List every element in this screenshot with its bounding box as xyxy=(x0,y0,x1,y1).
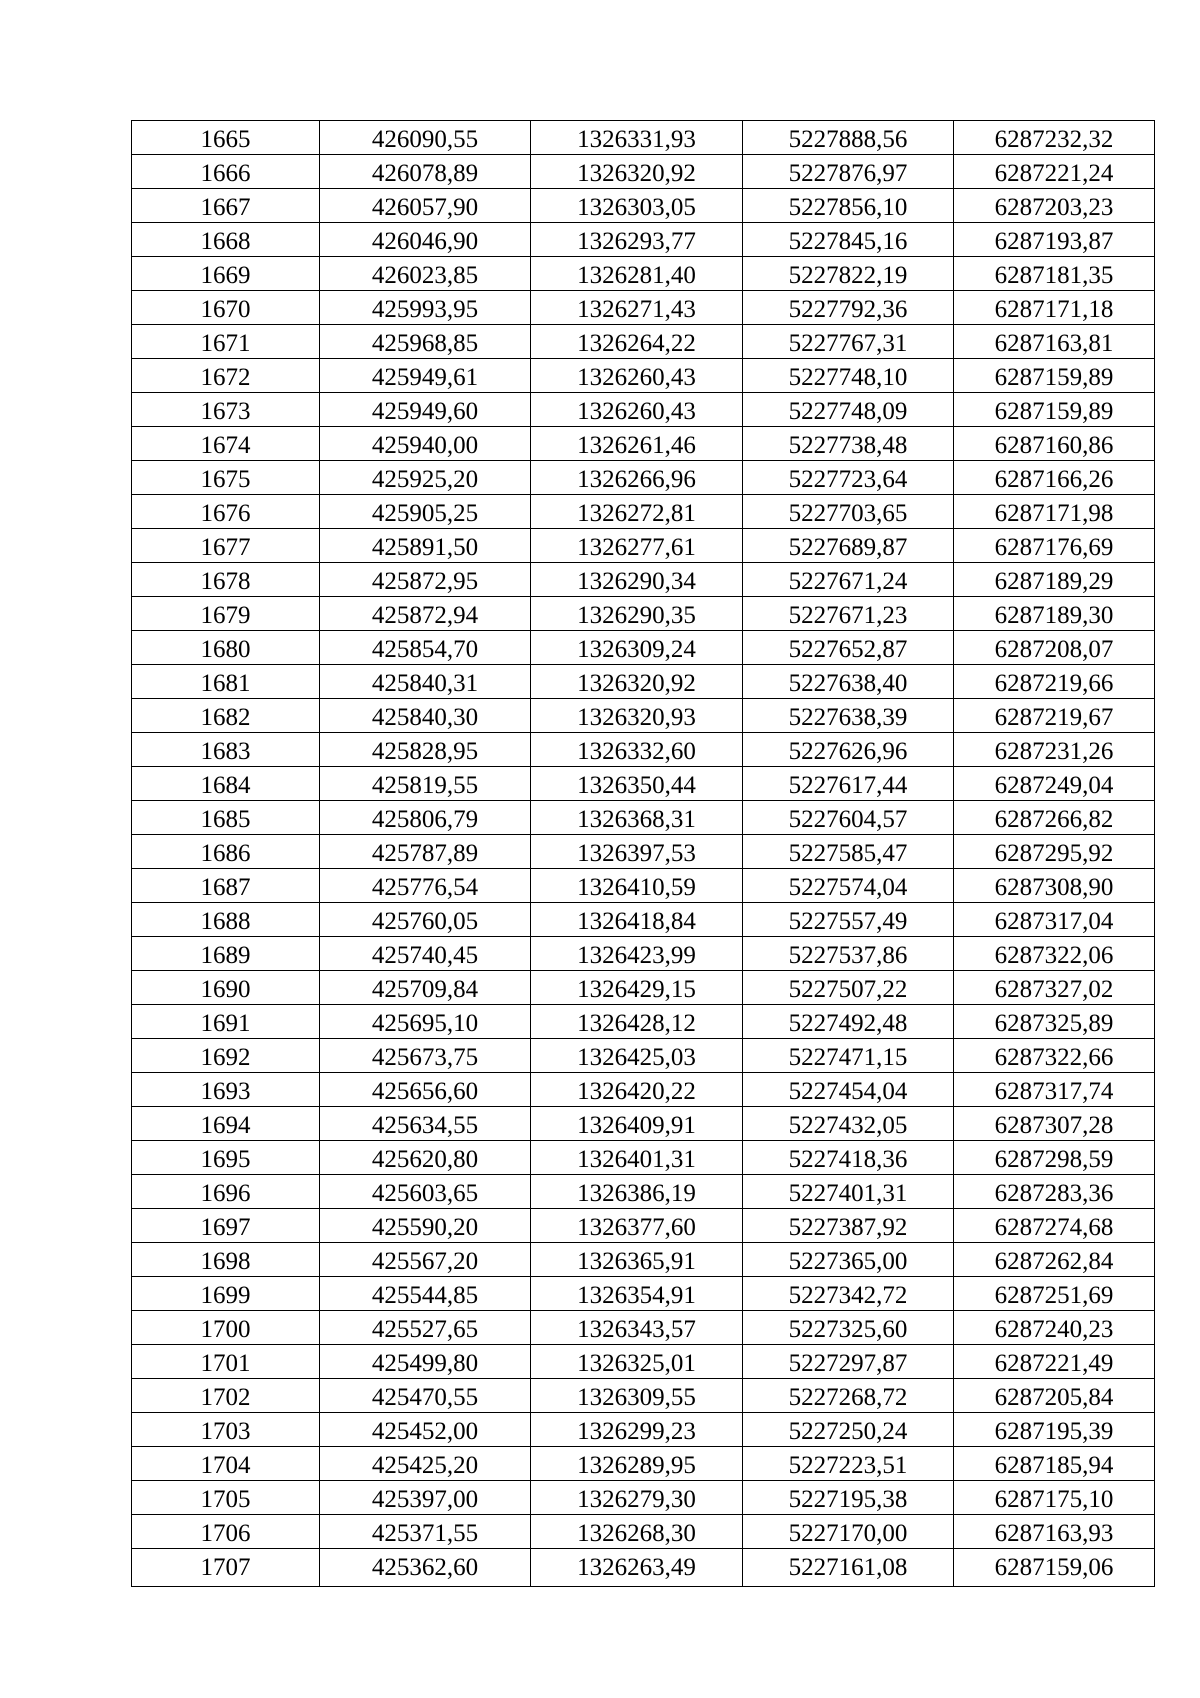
coord-value-cell-4: 6287205,84 xyxy=(954,1379,1155,1413)
coord-value-cell-1: 425819,55 xyxy=(320,767,531,801)
coord-value-cell-3: 5227574,04 xyxy=(743,869,954,903)
coord-value-cell-3: 5227671,24 xyxy=(743,563,954,597)
table-row xyxy=(132,1311,1155,1345)
point-number-cell: 1689 xyxy=(132,937,320,971)
coord-value-cell-1: 425603,65 xyxy=(320,1175,531,1209)
coord-value-cell-2: 1326320,93 xyxy=(531,699,743,733)
point-number-cell: 1669 xyxy=(132,257,320,291)
coord-value-cell-2: 1326277,61 xyxy=(531,529,743,563)
coord-value-cell-4: 6287219,66 xyxy=(954,665,1155,699)
coord-value-cell-4: 6287221,24 xyxy=(954,155,1155,189)
point-number-cell: 1677 xyxy=(132,529,320,563)
table-row xyxy=(132,1073,1155,1107)
coord-value-cell-4: 6287317,74 xyxy=(954,1073,1155,1107)
coord-value-cell-4: 6287274,68 xyxy=(954,1209,1155,1243)
coord-value-cell-2: 1326320,92 xyxy=(531,665,743,699)
coord-value-cell-4: 6287159,89 xyxy=(954,393,1155,427)
coord-value-cell-4: 6287159,89 xyxy=(954,359,1155,393)
coord-value-cell-4: 6287163,81 xyxy=(954,325,1155,359)
coord-value-cell-3: 5227387,92 xyxy=(743,1209,954,1243)
coord-value-cell-4: 6287266,82 xyxy=(954,801,1155,835)
coord-value-cell-1: 425925,20 xyxy=(320,461,531,495)
coord-value-cell-1: 425854,70 xyxy=(320,631,531,665)
table-row xyxy=(132,495,1155,529)
table-row xyxy=(132,869,1155,903)
coord-value-cell-1: 425620,80 xyxy=(320,1141,531,1175)
coord-value-cell-1: 425470,55 xyxy=(320,1379,531,1413)
coord-value-cell-1: 425695,10 xyxy=(320,1005,531,1039)
coord-value-cell-2: 1326261,46 xyxy=(531,427,743,461)
coord-value-cell-1: 425840,31 xyxy=(320,665,531,699)
table-row xyxy=(132,1175,1155,1209)
coord-value-cell-3: 5227723,64 xyxy=(743,461,954,495)
coord-value-cell-3: 5227888,56 xyxy=(743,121,954,155)
coord-value-cell-4: 6287283,36 xyxy=(954,1175,1155,1209)
coord-value-cell-2: 1326420,22 xyxy=(531,1073,743,1107)
coord-value-cell-3: 5227626,96 xyxy=(743,733,954,767)
coord-value-cell-4: 6287322,66 xyxy=(954,1039,1155,1073)
coord-value-cell-3: 5227738,48 xyxy=(743,427,954,461)
table-row xyxy=(132,1379,1155,1413)
point-number-cell: 1680 xyxy=(132,631,320,665)
coord-value-cell-4: 6287221,49 xyxy=(954,1345,1155,1379)
coord-value-cell-3: 5227454,04 xyxy=(743,1073,954,1107)
table-row xyxy=(132,1277,1155,1311)
coord-value-cell-1: 425968,85 xyxy=(320,325,531,359)
coord-value-cell-2: 1326418,84 xyxy=(531,903,743,937)
coord-value-cell-1: 425527,65 xyxy=(320,1311,531,1345)
table-row xyxy=(132,1515,1155,1549)
coord-value-cell-1: 426057,90 xyxy=(320,189,531,223)
coord-value-cell-3: 5227876,97 xyxy=(743,155,954,189)
point-number-cell: 1703 xyxy=(132,1413,320,1447)
coord-value-cell-4: 6287298,59 xyxy=(954,1141,1155,1175)
coord-value-cell-1: 425425,20 xyxy=(320,1447,531,1481)
coord-value-cell-2: 1326397,53 xyxy=(531,835,743,869)
table-row xyxy=(132,189,1155,223)
coord-value-cell-2: 1326290,35 xyxy=(531,597,743,631)
point-number-cell: 1693 xyxy=(132,1073,320,1107)
coord-value-cell-2: 1326365,91 xyxy=(531,1243,743,1277)
coord-value-cell-4: 6287208,07 xyxy=(954,631,1155,665)
point-number-cell: 1684 xyxy=(132,767,320,801)
coord-value-cell-1: 426046,90 xyxy=(320,223,531,257)
coord-value-cell-3: 5227638,39 xyxy=(743,699,954,733)
coord-value-cell-2: 1326410,59 xyxy=(531,869,743,903)
coord-value-cell-2: 1326260,43 xyxy=(531,393,743,427)
coord-value-cell-1: 426078,89 xyxy=(320,155,531,189)
coord-value-cell-4: 6287240,23 xyxy=(954,1311,1155,1345)
point-number-cell: 1706 xyxy=(132,1515,320,1549)
coord-value-cell-4: 6287166,26 xyxy=(954,461,1155,495)
point-number-cell: 1679 xyxy=(132,597,320,631)
table-row xyxy=(132,801,1155,835)
point-number-cell: 1692 xyxy=(132,1039,320,1073)
point-number-cell: 1698 xyxy=(132,1243,320,1277)
point-number-cell: 1672 xyxy=(132,359,320,393)
coord-value-cell-4: 6287295,92 xyxy=(954,835,1155,869)
coord-value-cell-2: 1326428,12 xyxy=(531,1005,743,1039)
table-row xyxy=(132,325,1155,359)
coord-value-cell-2: 1326368,31 xyxy=(531,801,743,835)
point-number-cell: 1694 xyxy=(132,1107,320,1141)
coord-value-cell-3: 5227767,31 xyxy=(743,325,954,359)
point-number-cell: 1678 xyxy=(132,563,320,597)
coord-value-cell-2: 1326350,44 xyxy=(531,767,743,801)
coord-value-cell-4: 6287325,89 xyxy=(954,1005,1155,1039)
coord-value-cell-1: 425709,84 xyxy=(320,971,531,1005)
table-row xyxy=(132,597,1155,631)
table-row xyxy=(132,665,1155,699)
coord-value-cell-1: 425840,30 xyxy=(320,699,531,733)
coord-value-cell-3: 5227471,15 xyxy=(743,1039,954,1073)
coord-value-cell-4: 6287232,32 xyxy=(954,121,1155,155)
coord-value-cell-3: 5227401,31 xyxy=(743,1175,954,1209)
coord-value-cell-3: 5227585,47 xyxy=(743,835,954,869)
point-number-cell: 1685 xyxy=(132,801,320,835)
coord-value-cell-2: 1326354,91 xyxy=(531,1277,743,1311)
coord-value-cell-2: 1326271,43 xyxy=(531,291,743,325)
coord-value-cell-4: 6287175,10 xyxy=(954,1481,1155,1515)
point-number-cell: 1699 xyxy=(132,1277,320,1311)
table-row xyxy=(132,631,1155,665)
coord-value-cell-1: 425499,80 xyxy=(320,1345,531,1379)
coord-value-cell-1: 425891,50 xyxy=(320,529,531,563)
coord-value-cell-1: 425634,55 xyxy=(320,1107,531,1141)
table-row xyxy=(132,291,1155,325)
point-number-cell: 1667 xyxy=(132,189,320,223)
coord-value-cell-2: 1326264,22 xyxy=(531,325,743,359)
coord-value-cell-3: 5227748,10 xyxy=(743,359,954,393)
coord-value-cell-4: 6287195,39 xyxy=(954,1413,1155,1447)
point-number-cell: 1671 xyxy=(132,325,320,359)
point-number-cell: 1688 xyxy=(132,903,320,937)
coord-value-cell-4: 6287327,02 xyxy=(954,971,1155,1005)
coord-value-cell-4: 6287203,23 xyxy=(954,189,1155,223)
coord-value-cell-4: 6287307,28 xyxy=(954,1107,1155,1141)
coord-value-cell-3: 5227689,87 xyxy=(743,529,954,563)
coord-value-cell-4: 6287159,06 xyxy=(954,1549,1155,1587)
coord-value-cell-1: 425397,00 xyxy=(320,1481,531,1515)
coord-value-cell-2: 1326409,91 xyxy=(531,1107,743,1141)
coord-value-cell-3: 5227223,51 xyxy=(743,1447,954,1481)
point-number-cell: 1686 xyxy=(132,835,320,869)
coord-value-cell-2: 1326266,96 xyxy=(531,461,743,495)
coord-value-cell-2: 1326423,99 xyxy=(531,937,743,971)
table-row xyxy=(132,121,1155,155)
coord-value-cell-1: 425993,95 xyxy=(320,291,531,325)
point-number-cell: 1675 xyxy=(132,461,320,495)
coord-value-cell-4: 6287163,93 xyxy=(954,1515,1155,1549)
coord-value-cell-3: 5227792,36 xyxy=(743,291,954,325)
coord-value-cell-3: 5227822,19 xyxy=(743,257,954,291)
coord-value-cell-4: 6287171,18 xyxy=(954,291,1155,325)
coord-value-cell-3: 5227604,57 xyxy=(743,801,954,835)
coord-value-cell-4: 6287219,67 xyxy=(954,699,1155,733)
coord-value-cell-2: 1326299,23 xyxy=(531,1413,743,1447)
coord-value-cell-4: 6287322,06 xyxy=(954,937,1155,971)
coord-value-cell-1: 425776,54 xyxy=(320,869,531,903)
coord-value-cell-1: 425544,85 xyxy=(320,1277,531,1311)
point-number-cell: 1701 xyxy=(132,1345,320,1379)
coord-value-cell-1: 425362,60 xyxy=(320,1549,531,1587)
coord-value-cell-1: 425787,89 xyxy=(320,835,531,869)
coord-value-cell-2: 1326386,19 xyxy=(531,1175,743,1209)
coord-value-cell-1: 425905,25 xyxy=(320,495,531,529)
coord-value-cell-3: 5227748,09 xyxy=(743,393,954,427)
table-row xyxy=(132,903,1155,937)
coord-value-cell-1: 425806,79 xyxy=(320,801,531,835)
point-number-cell: 1666 xyxy=(132,155,320,189)
point-number-cell: 1681 xyxy=(132,665,320,699)
coord-value-cell-1: 426023,85 xyxy=(320,257,531,291)
coord-value-cell-3: 5227161,08 xyxy=(743,1549,954,1587)
coord-value-cell-3: 5227638,40 xyxy=(743,665,954,699)
point-number-cell: 1691 xyxy=(132,1005,320,1039)
table-row xyxy=(132,393,1155,427)
table-row xyxy=(132,1447,1155,1481)
point-number-cell: 1690 xyxy=(132,971,320,1005)
table-row xyxy=(132,699,1155,733)
coord-value-cell-4: 6287189,30 xyxy=(954,597,1155,631)
coord-value-cell-2: 1326331,93 xyxy=(531,121,743,155)
coord-value-cell-4: 6287262,84 xyxy=(954,1243,1155,1277)
coord-value-cell-4: 6287308,90 xyxy=(954,869,1155,903)
table-row xyxy=(132,733,1155,767)
point-number-cell: 1702 xyxy=(132,1379,320,1413)
table-row xyxy=(132,971,1155,1005)
coord-value-cell-1: 425590,20 xyxy=(320,1209,531,1243)
table-row xyxy=(132,1549,1155,1587)
table-row xyxy=(132,461,1155,495)
coord-value-cell-1: 425371,55 xyxy=(320,1515,531,1549)
point-number-cell: 1704 xyxy=(132,1447,320,1481)
coord-value-cell-3: 5227652,87 xyxy=(743,631,954,665)
coord-value-cell-2: 1326332,60 xyxy=(531,733,743,767)
point-number-cell: 1697 xyxy=(132,1209,320,1243)
table-row xyxy=(132,223,1155,257)
coord-value-cell-4: 6287185,94 xyxy=(954,1447,1155,1481)
coord-value-cell-3: 5227342,72 xyxy=(743,1277,954,1311)
coord-value-cell-2: 1326401,31 xyxy=(531,1141,743,1175)
table-row xyxy=(132,427,1155,461)
coord-value-cell-2: 1326281,40 xyxy=(531,257,743,291)
point-number-cell: 1668 xyxy=(132,223,320,257)
coord-value-cell-2: 1326429,15 xyxy=(531,971,743,1005)
coord-value-cell-1: 425949,60 xyxy=(320,393,531,427)
coord-value-cell-2: 1326260,43 xyxy=(531,359,743,393)
point-number-cell: 1676 xyxy=(132,495,320,529)
coord-value-cell-1: 425452,00 xyxy=(320,1413,531,1447)
coord-value-cell-3: 5227557,49 xyxy=(743,903,954,937)
coordinates-table-body xyxy=(132,121,1155,1587)
coord-value-cell-3: 5227170,00 xyxy=(743,1515,954,1549)
coord-value-cell-3: 5227671,23 xyxy=(743,597,954,631)
coord-value-cell-2: 1326268,30 xyxy=(531,1515,743,1549)
coord-value-cell-2: 1326325,01 xyxy=(531,1345,743,1379)
point-number-cell: 1670 xyxy=(132,291,320,325)
coord-value-cell-3: 5227856,10 xyxy=(743,189,954,223)
coord-value-cell-1: 425940,00 xyxy=(320,427,531,461)
table-row xyxy=(132,937,1155,971)
point-number-cell: 1665 xyxy=(132,121,320,155)
table-row xyxy=(132,1243,1155,1277)
table-row xyxy=(132,767,1155,801)
coord-value-cell-4: 6287249,04 xyxy=(954,767,1155,801)
coordinates-table xyxy=(131,120,1155,1587)
table-row xyxy=(132,1345,1155,1379)
coord-value-cell-1: 425949,61 xyxy=(320,359,531,393)
coord-value-cell-2: 1326309,24 xyxy=(531,631,743,665)
table-row xyxy=(132,1413,1155,1447)
coord-value-cell-4: 6287189,29 xyxy=(954,563,1155,597)
point-number-cell: 1695 xyxy=(132,1141,320,1175)
coord-value-cell-3: 5227297,87 xyxy=(743,1345,954,1379)
coord-value-cell-4: 6287160,86 xyxy=(954,427,1155,461)
table-row xyxy=(132,563,1155,597)
coord-value-cell-3: 5227268,72 xyxy=(743,1379,954,1413)
coord-value-cell-2: 1326425,03 xyxy=(531,1039,743,1073)
table-row xyxy=(132,1005,1155,1039)
table-row xyxy=(132,1039,1155,1073)
coord-value-cell-4: 6287176,69 xyxy=(954,529,1155,563)
coord-value-cell-2: 1326290,34 xyxy=(531,563,743,597)
table-row xyxy=(132,155,1155,189)
coord-value-cell-3: 5227507,22 xyxy=(743,971,954,1005)
coord-value-cell-2: 1326279,30 xyxy=(531,1481,743,1515)
coord-value-cell-2: 1326272,81 xyxy=(531,495,743,529)
coord-value-cell-2: 1326263,49 xyxy=(531,1549,743,1587)
coord-value-cell-2: 1326293,77 xyxy=(531,223,743,257)
coord-value-cell-4: 6287181,35 xyxy=(954,257,1155,291)
coord-value-cell-3: 5227365,00 xyxy=(743,1243,954,1277)
coord-value-cell-3: 5227845,16 xyxy=(743,223,954,257)
table-row xyxy=(132,1481,1155,1515)
coord-value-cell-1: 425760,05 xyxy=(320,903,531,937)
coord-value-cell-3: 5227537,86 xyxy=(743,937,954,971)
coord-value-cell-3: 5227250,24 xyxy=(743,1413,954,1447)
coord-value-cell-3: 5227418,36 xyxy=(743,1141,954,1175)
point-number-cell: 1687 xyxy=(132,869,320,903)
coord-value-cell-1: 425872,95 xyxy=(320,563,531,597)
point-number-cell: 1682 xyxy=(132,699,320,733)
table-row xyxy=(132,529,1155,563)
coord-value-cell-1: 426090,55 xyxy=(320,121,531,155)
coord-value-cell-1: 425567,20 xyxy=(320,1243,531,1277)
point-number-cell: 1674 xyxy=(132,427,320,461)
point-number-cell: 1696 xyxy=(132,1175,320,1209)
coord-value-cell-3: 5227195,38 xyxy=(743,1481,954,1515)
table-row xyxy=(132,359,1155,393)
coord-value-cell-3: 5227492,48 xyxy=(743,1005,954,1039)
table-row xyxy=(132,1107,1155,1141)
coord-value-cell-4: 6287251,69 xyxy=(954,1277,1155,1311)
point-number-cell: 1707 xyxy=(132,1549,320,1587)
coord-value-cell-2: 1326320,92 xyxy=(531,155,743,189)
point-number-cell: 1705 xyxy=(132,1481,320,1515)
point-number-cell: 1673 xyxy=(132,393,320,427)
point-number-cell: 1683 xyxy=(132,733,320,767)
coord-value-cell-4: 6287171,98 xyxy=(954,495,1155,529)
coord-value-cell-4: 6287317,04 xyxy=(954,903,1155,937)
coord-value-cell-1: 425828,95 xyxy=(320,733,531,767)
table-row xyxy=(132,835,1155,869)
coord-value-cell-3: 5227432,05 xyxy=(743,1107,954,1141)
table-row xyxy=(132,1141,1155,1175)
coord-value-cell-1: 425872,94 xyxy=(320,597,531,631)
coord-value-cell-4: 6287193,87 xyxy=(954,223,1155,257)
coord-value-cell-2: 1326377,60 xyxy=(531,1209,743,1243)
coord-value-cell-3: 5227617,44 xyxy=(743,767,954,801)
coord-value-cell-4: 6287231,26 xyxy=(954,733,1155,767)
coord-value-cell-2: 1326343,57 xyxy=(531,1311,743,1345)
coord-value-cell-3: 5227325,60 xyxy=(743,1311,954,1345)
coord-value-cell-2: 1326309,55 xyxy=(531,1379,743,1413)
coord-value-cell-1: 425673,75 xyxy=(320,1039,531,1073)
coord-value-cell-1: 425656,60 xyxy=(320,1073,531,1107)
coord-value-cell-1: 425740,45 xyxy=(320,937,531,971)
table-row xyxy=(132,1209,1155,1243)
coord-value-cell-2: 1326303,05 xyxy=(531,189,743,223)
table-row xyxy=(132,257,1155,291)
coord-value-cell-2: 1326289,95 xyxy=(531,1447,743,1481)
point-number-cell: 1700 xyxy=(132,1311,320,1345)
coord-value-cell-3: 5227703,65 xyxy=(743,495,954,529)
